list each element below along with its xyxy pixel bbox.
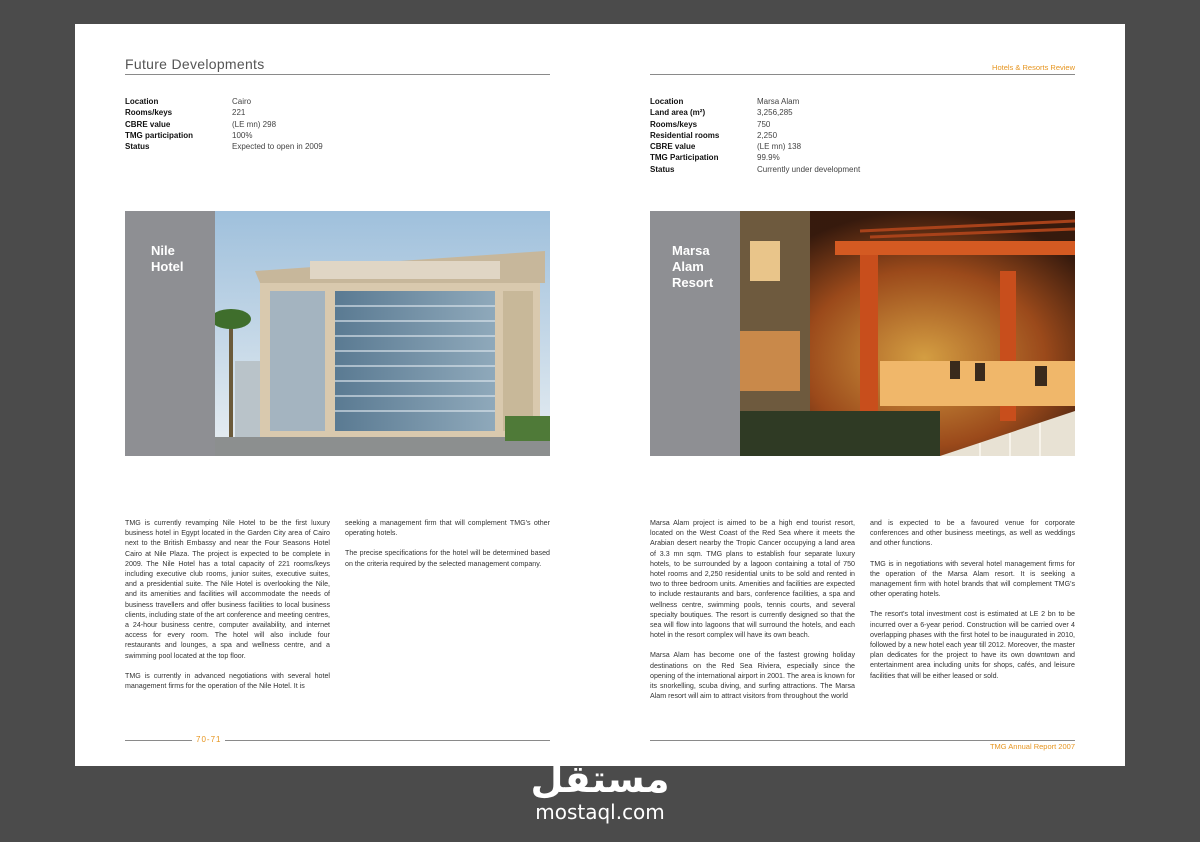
paragraph: The precise specifications for the hotel will be determined based on the criteria required by the selected management company. [345, 549, 550, 568]
spec-key: Rooms/keys [125, 108, 173, 118]
spec-row [125, 130, 323, 141]
marsa-specs [650, 96, 860, 175]
marsa-text-col-2 [870, 518, 1075, 691]
page-number: 70-71 [192, 735, 225, 744]
spec-key: TMG Participation [650, 153, 719, 163]
spec-key: Residential rooms [650, 130, 720, 140]
spec-value: 750 [757, 119, 771, 129]
footer-tag: TMG Annual Report 2007 [989, 742, 1075, 751]
photo-label [650, 211, 740, 456]
paragraph: TMG is currently revamping Nile Hotel to be the first luxury business hotel in Egypt located in the Garden City area of Cairo next to the British Embassy and near the Four Seasons Hotel Cairo at Nile Plaza. The project is expected to be complete in 2009. The Nile Hotel has a total capacity of 221 rooms/keys including executive club rooms, junior suites, executive suites, and a presidential suite. The Nile Hotel is overlooking the Nile, and its amenities and facilities will accommodate the needs of business travellers and offer business facilities to local business clients, including state of the art conference and meeting centres, a 24-hour business centre, computer availability, and internet access for every room. The hotel will also include four restaurants and lounges, a spa and wellness centre, and a swimming pool located at the top floor. [125, 519, 330, 660]
spec-row [650, 141, 860, 152]
spec-value: Expected to open in 2009 [232, 142, 323, 152]
spec-value: Marsa Alam [757, 97, 800, 106]
spec-value: Cairo [232, 97, 252, 106]
spec-key: Land area (m²) [650, 108, 706, 118]
paragraph: TMG is in negotiations with several hotel management firms for the operation of the Marsa Alam resort. It is seeking a management firm with hotel brands that will complement TMG's other operating hotels. [870, 559, 1075, 599]
left-page [75, 24, 600, 766]
spec-key: Status [650, 164, 675, 174]
nile-text-col-1 [125, 518, 330, 701]
nile-specs [125, 96, 323, 152]
spec-value: (LE mn) 298 [232, 119, 277, 129]
spec-row [125, 107, 323, 118]
paragraph: and is expected to be a favoured venue for corporate conferences and other business meetings, as well as weddings and other functions. [870, 519, 1075, 548]
spec-value: 2,250 [757, 130, 778, 140]
watermark-latin: mostaql.com [535, 800, 665, 824]
spec-row [650, 164, 860, 175]
top-rule [125, 74, 550, 75]
spec-key: CBRE value [125, 119, 171, 129]
spec-row [650, 96, 860, 107]
top-rule [650, 74, 1075, 75]
spec-row [650, 107, 860, 118]
paragraph: Marsa Alam has become one of the fastest growing holiday destinations on the Red Sea Riviera, especially since the opening of the international airport in 2001. The area is known for its snorkelling, scuba diving, and surfing attractions. The Marsa Alam resort will aim to attract visitors from throughout the world [650, 651, 855, 701]
nile-text-col-2 [345, 518, 550, 579]
spec-row [650, 119, 860, 130]
marsa-alam-photo [740, 211, 1075, 456]
spec-key: Rooms/keys [650, 119, 698, 129]
spec-row [125, 96, 323, 107]
report-spread [75, 24, 1125, 766]
spec-row [125, 141, 323, 152]
marsa-text-col-1 [650, 518, 855, 711]
spec-key: TMG participation [125, 130, 193, 140]
spec-key: Location [650, 97, 684, 106]
photo-label [125, 211, 215, 456]
spec-key: Location [125, 97, 159, 106]
spec-row [650, 152, 860, 163]
spec-key: Status [125, 142, 150, 152]
photo-label-text: Nile Hotel [151, 243, 184, 274]
spec-row [650, 130, 860, 141]
nile-hotel-photo [215, 211, 550, 456]
spec-value: 100% [232, 130, 253, 140]
photo-label-text: Marsa Alam Resort [672, 243, 714, 290]
bottom-rule [125, 740, 550, 741]
watermark-arabic: مستقل [530, 757, 670, 801]
spec-value: Currently under development [757, 164, 861, 174]
page-heading: Future Developments [125, 56, 265, 72]
paragraph: seeking a management firm that will complement TMG's other operating hotels. [345, 519, 550, 538]
spec-value: (LE mn) 138 [757, 142, 802, 152]
right-page [600, 24, 1125, 766]
spec-value: 99.9% [757, 153, 780, 163]
paragraph: Marsa Alam project is aimed to be a high end tourist resort, located on the West Coast of the Red Sea where it meets the Arabian desert nearby the Tropic Cancer occupying a land area of 3.3 mn sqm. TMG plans to establish four separate luxury hotels, to be surrounded by a lagoon containing a total of 750 hotel rooms and 2,250 residential units to be sold and rented in two to three bedroom units. Amenities and facilities are expected to include restaurants and bars, conference facilities, a spa and wellness centre, swimming pools, tennis courts, and several specialty boutiques. The resort is currently designed so that the sea will flow into lagoons that will surround the hotels, and each hotel in the resort complex will have its own beach. [650, 519, 855, 640]
spec-row [125, 119, 323, 130]
spec-value: 221 [232, 108, 246, 118]
spec-value: 3,256,285 [757, 108, 793, 118]
section-tag: Hotels & Resorts Review [992, 63, 1075, 72]
paragraph: The resort's total investment cost is estimated at LE 2 bn to be incurred over a 6-year period. Construction will be carried over 4 overlapping phases with the first hotel to be inaugurated in 2010, followed by a new hotel each year till 2012. Moreover, the master plan dedicates for the project to have its own downtown and entertainment area including units for shops, cafés, and leisure facilities that will be either leased or sold. [870, 610, 1075, 680]
paragraph: TMG is currently in advanced negotiations with several hotel management firms for the operation of the Nile Hotel. It is [125, 671, 330, 691]
bottom-rule [650, 740, 1075, 741]
marsa-alam-photo-block [650, 211, 1075, 456]
spec-key: CBRE value [650, 142, 696, 152]
nile-hotel-photo-block [125, 211, 550, 456]
